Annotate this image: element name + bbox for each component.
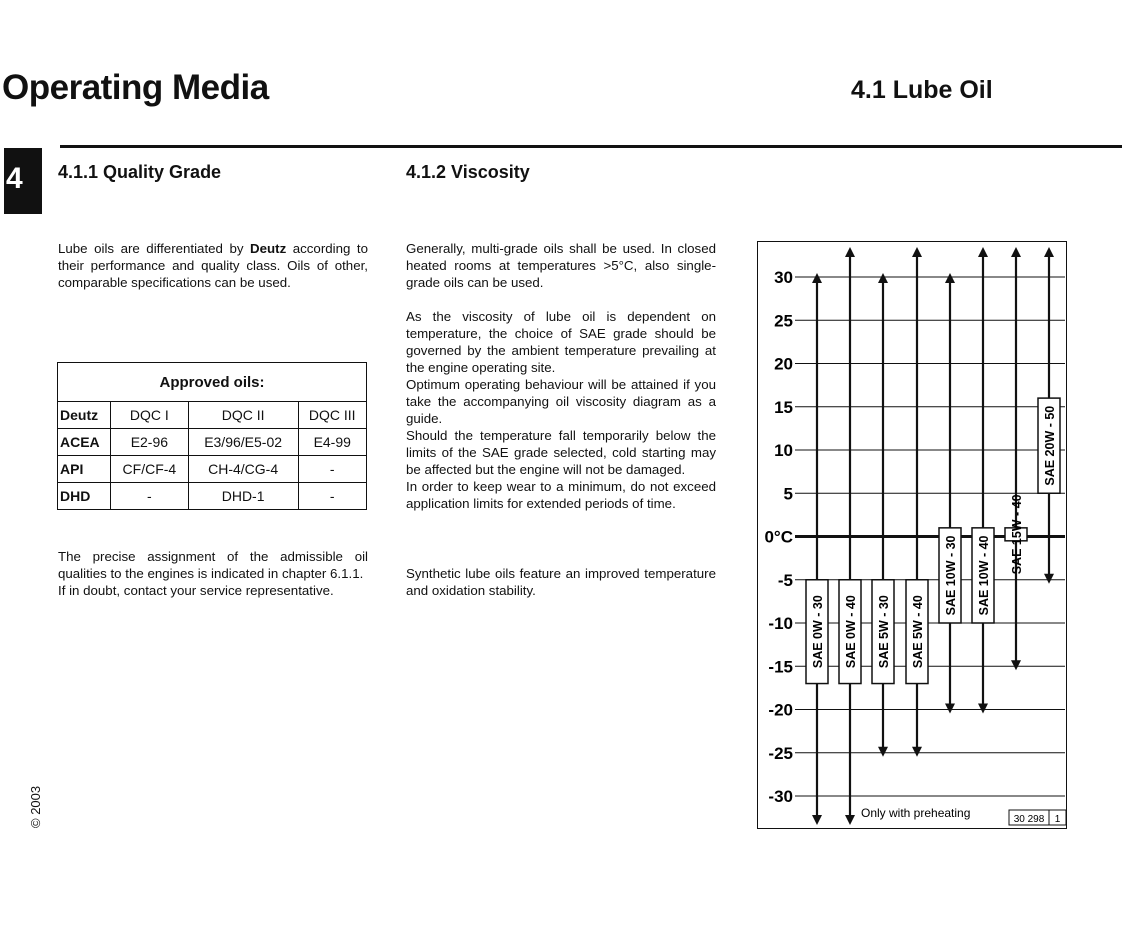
grade-label: SAE 0W - 30	[811, 595, 825, 669]
quality-intro	[58, 240, 368, 291]
table-row	[58, 402, 367, 429]
table-cell: DHD	[58, 483, 111, 510]
arrow-down-icon	[912, 747, 922, 757]
arrow-up-icon	[1011, 247, 1021, 257]
tick-label: -15	[768, 657, 793, 677]
doubt-text: If in doubt, contact your service representative.	[58, 583, 334, 598]
tick-label: 20	[774, 354, 793, 374]
viscosity-paragraph-1: Generally, multi-grade oils shall be used. In closed heated rooms at temperatures >5°C, also single-grade oils can be used.	[406, 241, 716, 290]
arrow-up-icon	[912, 247, 922, 257]
viscosity-chart	[757, 241, 1068, 831]
grade-label: SAE 10W - 30	[944, 535, 958, 616]
figure-id: 30 298	[1013, 814, 1045, 825]
tick-label: -5	[777, 570, 793, 590]
tick-label: -10	[768, 614, 793, 633]
arrow-up-icon	[878, 273, 888, 283]
table-row	[58, 456, 367, 483]
viscosity-paragraph-6: Synthetic lube oils feature an improved temperature and oxidation stability.	[406, 566, 716, 598]
viscosity-text-4: Should the temperature fall temporarily below the limits of the SAE grade selected, cold starting may be affected but the engine will not be damaged.	[406, 428, 716, 477]
table-cell: E2-96	[111, 429, 189, 456]
figure-page: 1	[1054, 814, 1061, 825]
assignment-paragraph	[58, 548, 368, 599]
viscosity-heading: 4.1.2 Viscosity	[406, 162, 530, 182]
page-title: Operating Media	[2, 68, 269, 107]
table-row	[58, 483, 367, 510]
table-cell: -	[298, 456, 367, 483]
tick-label: 0°C	[764, 527, 793, 547]
viscosity-text-3: Optimum operating behaviour will be attained if you take the accompanying oil viscosity diagram as a guide.	[406, 377, 716, 426]
tick-label: -30	[768, 787, 793, 806]
grade-label: SAE 20W - 50	[1043, 405, 1057, 486]
arrow-down-icon	[1011, 660, 1021, 670]
table-cell: -	[298, 483, 367, 510]
quality-intro-post: according to their performance and quality class. Oils of other, comparable specifications can be used.	[58, 241, 368, 290]
arrow-down-icon	[845, 815, 855, 825]
viscosity-text-2: As the viscosity of lube oil is dependent on temperature, the choice of SAE grade should be governed by the ambient temperature prevailing at the engine operating site.	[406, 309, 716, 375]
table-cell: -	[111, 483, 189, 510]
copyright-text: © 2003	[28, 785, 43, 828]
section-title: 4.1 Lube Oil	[851, 76, 993, 104]
quality-grade-heading: 4.1.1 Quality Grade	[58, 162, 222, 182]
quality-intro-brand: Deutz	[250, 241, 287, 256]
table-cell: CF/CF-4	[111, 456, 189, 483]
table-cell: E4-99	[298, 429, 367, 456]
tick-label: -25	[768, 743, 793, 763]
chart-note: Only with preheating	[861, 806, 971, 820]
viscosity-text-5: In order to keep wear to a minimum, do not exceed application limits for extended periods of time.	[406, 479, 716, 511]
viscosity-paragraph-2	[406, 308, 716, 512]
table-cell: ACEA	[58, 429, 111, 456]
approved-oils-caption: Approved oils:	[58, 363, 367, 402]
grade-label: SAE 15W - 40	[1010, 494, 1024, 575]
chapter-tab	[4, 148, 42, 214]
table-cell: API	[58, 456, 111, 483]
table-cell: DQC III	[298, 402, 367, 429]
chart-ticks	[764, 268, 793, 806]
tick-label: 15	[774, 397, 793, 417]
arrow-up-icon	[978, 247, 988, 257]
table-cell: DHD-1	[188, 483, 298, 510]
tick-label: 30	[774, 268, 793, 287]
arrow-down-icon	[1044, 574, 1054, 584]
table-cell: CH-4/CG-4	[188, 456, 298, 483]
tick-label: 10	[774, 441, 793, 460]
approved-oils-table	[57, 362, 367, 510]
arrow-up-icon	[1044, 247, 1054, 257]
arrow-down-icon	[878, 747, 888, 757]
arrow-down-icon	[978, 704, 988, 714]
grade-label: SAE 5W - 40	[911, 595, 925, 669]
arrow-down-icon	[812, 815, 822, 825]
grade-label: SAE 0W - 40	[844, 595, 858, 669]
grade-label: SAE 5W - 30	[877, 595, 891, 669]
arrow-up-icon	[845, 247, 855, 257]
tick-label: 5	[783, 484, 793, 504]
arrow-up-icon	[945, 273, 955, 283]
tick-label: -20	[768, 700, 793, 720]
assignment-text: The precise assignment of the admissible oil qualities to the engines is indicated in chapter 6.1.1.	[58, 549, 368, 581]
table-cell: E3/96/E5-02	[188, 429, 298, 456]
tick-label: 25	[774, 311, 793, 331]
header-divider	[60, 145, 1122, 148]
table-cell: DQC I	[111, 402, 189, 429]
grade-label: SAE 10W - 40	[977, 535, 991, 616]
chapter-number: 4	[6, 162, 23, 195]
copyright	[20, 780, 60, 830]
table-cell: DQC II	[188, 402, 298, 429]
table-cell: Deutz	[58, 402, 111, 429]
arrow-down-icon	[945, 704, 955, 714]
table-row	[58, 429, 367, 456]
quality-intro-pre: Lube oils are differentiated by	[58, 241, 251, 256]
arrow-up-icon	[812, 273, 822, 283]
